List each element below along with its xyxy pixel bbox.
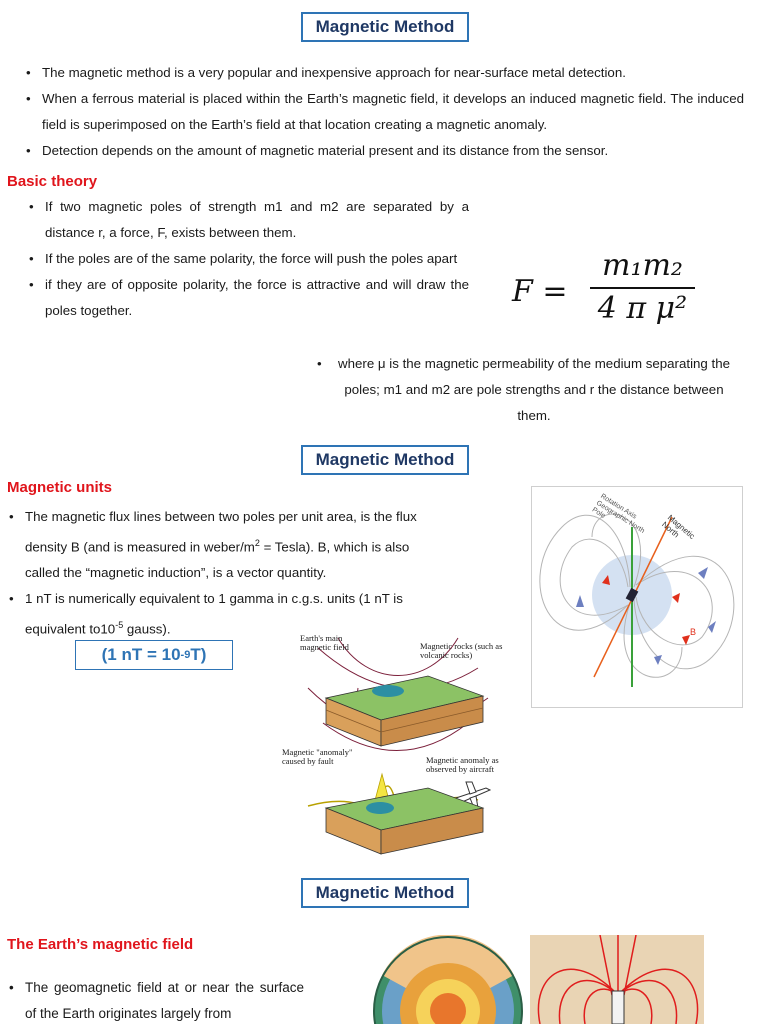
- intro-bullet-3: • Detection depends on the amount of magnetic material present and its distance from the sensor.: [24, 138, 744, 164]
- intro-bullet-1: • The magnetic method is a very popular and inexpensive approach for near-surface metal detection.: [24, 60, 744, 86]
- anomaly-block-diagram: [278, 628, 510, 858]
- dipole-field-figure: [531, 486, 743, 708]
- label-magnetic-rocks: Magnetic rocks (such as volcanic rocks): [420, 641, 503, 660]
- theory-bullets: [27, 194, 469, 324]
- label-main-field: Earth's main magnetic field: [300, 633, 349, 652]
- basic-theory-heading: Basic theory: [7, 173, 98, 190]
- section-title-3: Magnetic Method: [301, 878, 469, 908]
- label-aircraft-anomaly: Magnetic anomaly as observed by aircraft: [426, 755, 499, 774]
- earth-interior-figure: [372, 935, 524, 1024]
- units-bullet-2: • 1 nT is numerically equivalent to 1 gamma in c.g.s. units (1 nT is equivalent $to10^{-5}$ gauss).: [7, 586, 432, 642]
- formula-lhs: F =: [512, 274, 568, 309]
- formula-denominator: 4 π μ²: [597, 291, 688, 326]
- earth-field-bullets: [7, 975, 304, 1027]
- mu-note-list: [315, 351, 735, 429]
- magnetic-units-heading: Magnetic units: [7, 479, 113, 496]
- earth-field-heading: The Earth’s magnetic field: [7, 936, 194, 953]
- theory-bullet-2: • If the poles are of the same polarity, the force will push the poles apart: [27, 246, 469, 272]
- coulomb-formula: [512, 248, 702, 338]
- bar-magnet-field-image: [530, 935, 704, 1024]
- section-title-1: Magnetic Method: [301, 12, 469, 42]
- theory-bullet-1: • If two magnetic poles of strength m1 and m2 are separated by a distance r, a force, F, exists between them.: [27, 194, 469, 246]
- earth-interior-image: [372, 935, 524, 1024]
- label-magnetic-north: Magnetic North: [660, 513, 697, 541]
- earth-field-bullet-1: • The geomagnetic field at or near the surface of the Earth originates largely from: [7, 975, 304, 1027]
- theory-bullet-3: • if they are of opposite polarity, the force is attractive and will draw the poles together.: [27, 272, 469, 324]
- intro-bullet-2: • When a ferrous material is placed within the Earth’s magnetic field, it develops an induced magnetic field. The induced field is superimposed on the Earth’s field at that location creating a magnetic anomaly.: [24, 86, 744, 138]
- intro-bullets: [24, 60, 744, 164]
- label-fault-anomaly: Magnetic "anomaly" caused by fault: [282, 747, 353, 766]
- mu-note: • where μ is the magnetic permeability of the medium separating the poles; m1 and m2 are pole strengths and r the distance between them.: [315, 351, 735, 429]
- units-bullets: [7, 504, 432, 643]
- nt-conversion-callout: (1 nT = 10 -9 T): [75, 640, 233, 670]
- formula-numerator: m₁m₂: [602, 248, 683, 283]
- bar-magnet-figure: [530, 935, 704, 1024]
- label-b-vector: B: [690, 627, 697, 637]
- section-title-2: Magnetic Method: [301, 445, 469, 475]
- label-rotation-axis: Rotation Axis Geographic North Pole: [590, 492, 646, 535]
- units-bullet-1: • The magnetic flux lines between two poles per unit area, is the flux density B (and is measured in weber/$m^2$ = Tesla). B, which is also called the “magnetic induction”, is a vector quantity.: [7, 504, 432, 586]
- anomaly-diagram-image: [278, 628, 510, 858]
